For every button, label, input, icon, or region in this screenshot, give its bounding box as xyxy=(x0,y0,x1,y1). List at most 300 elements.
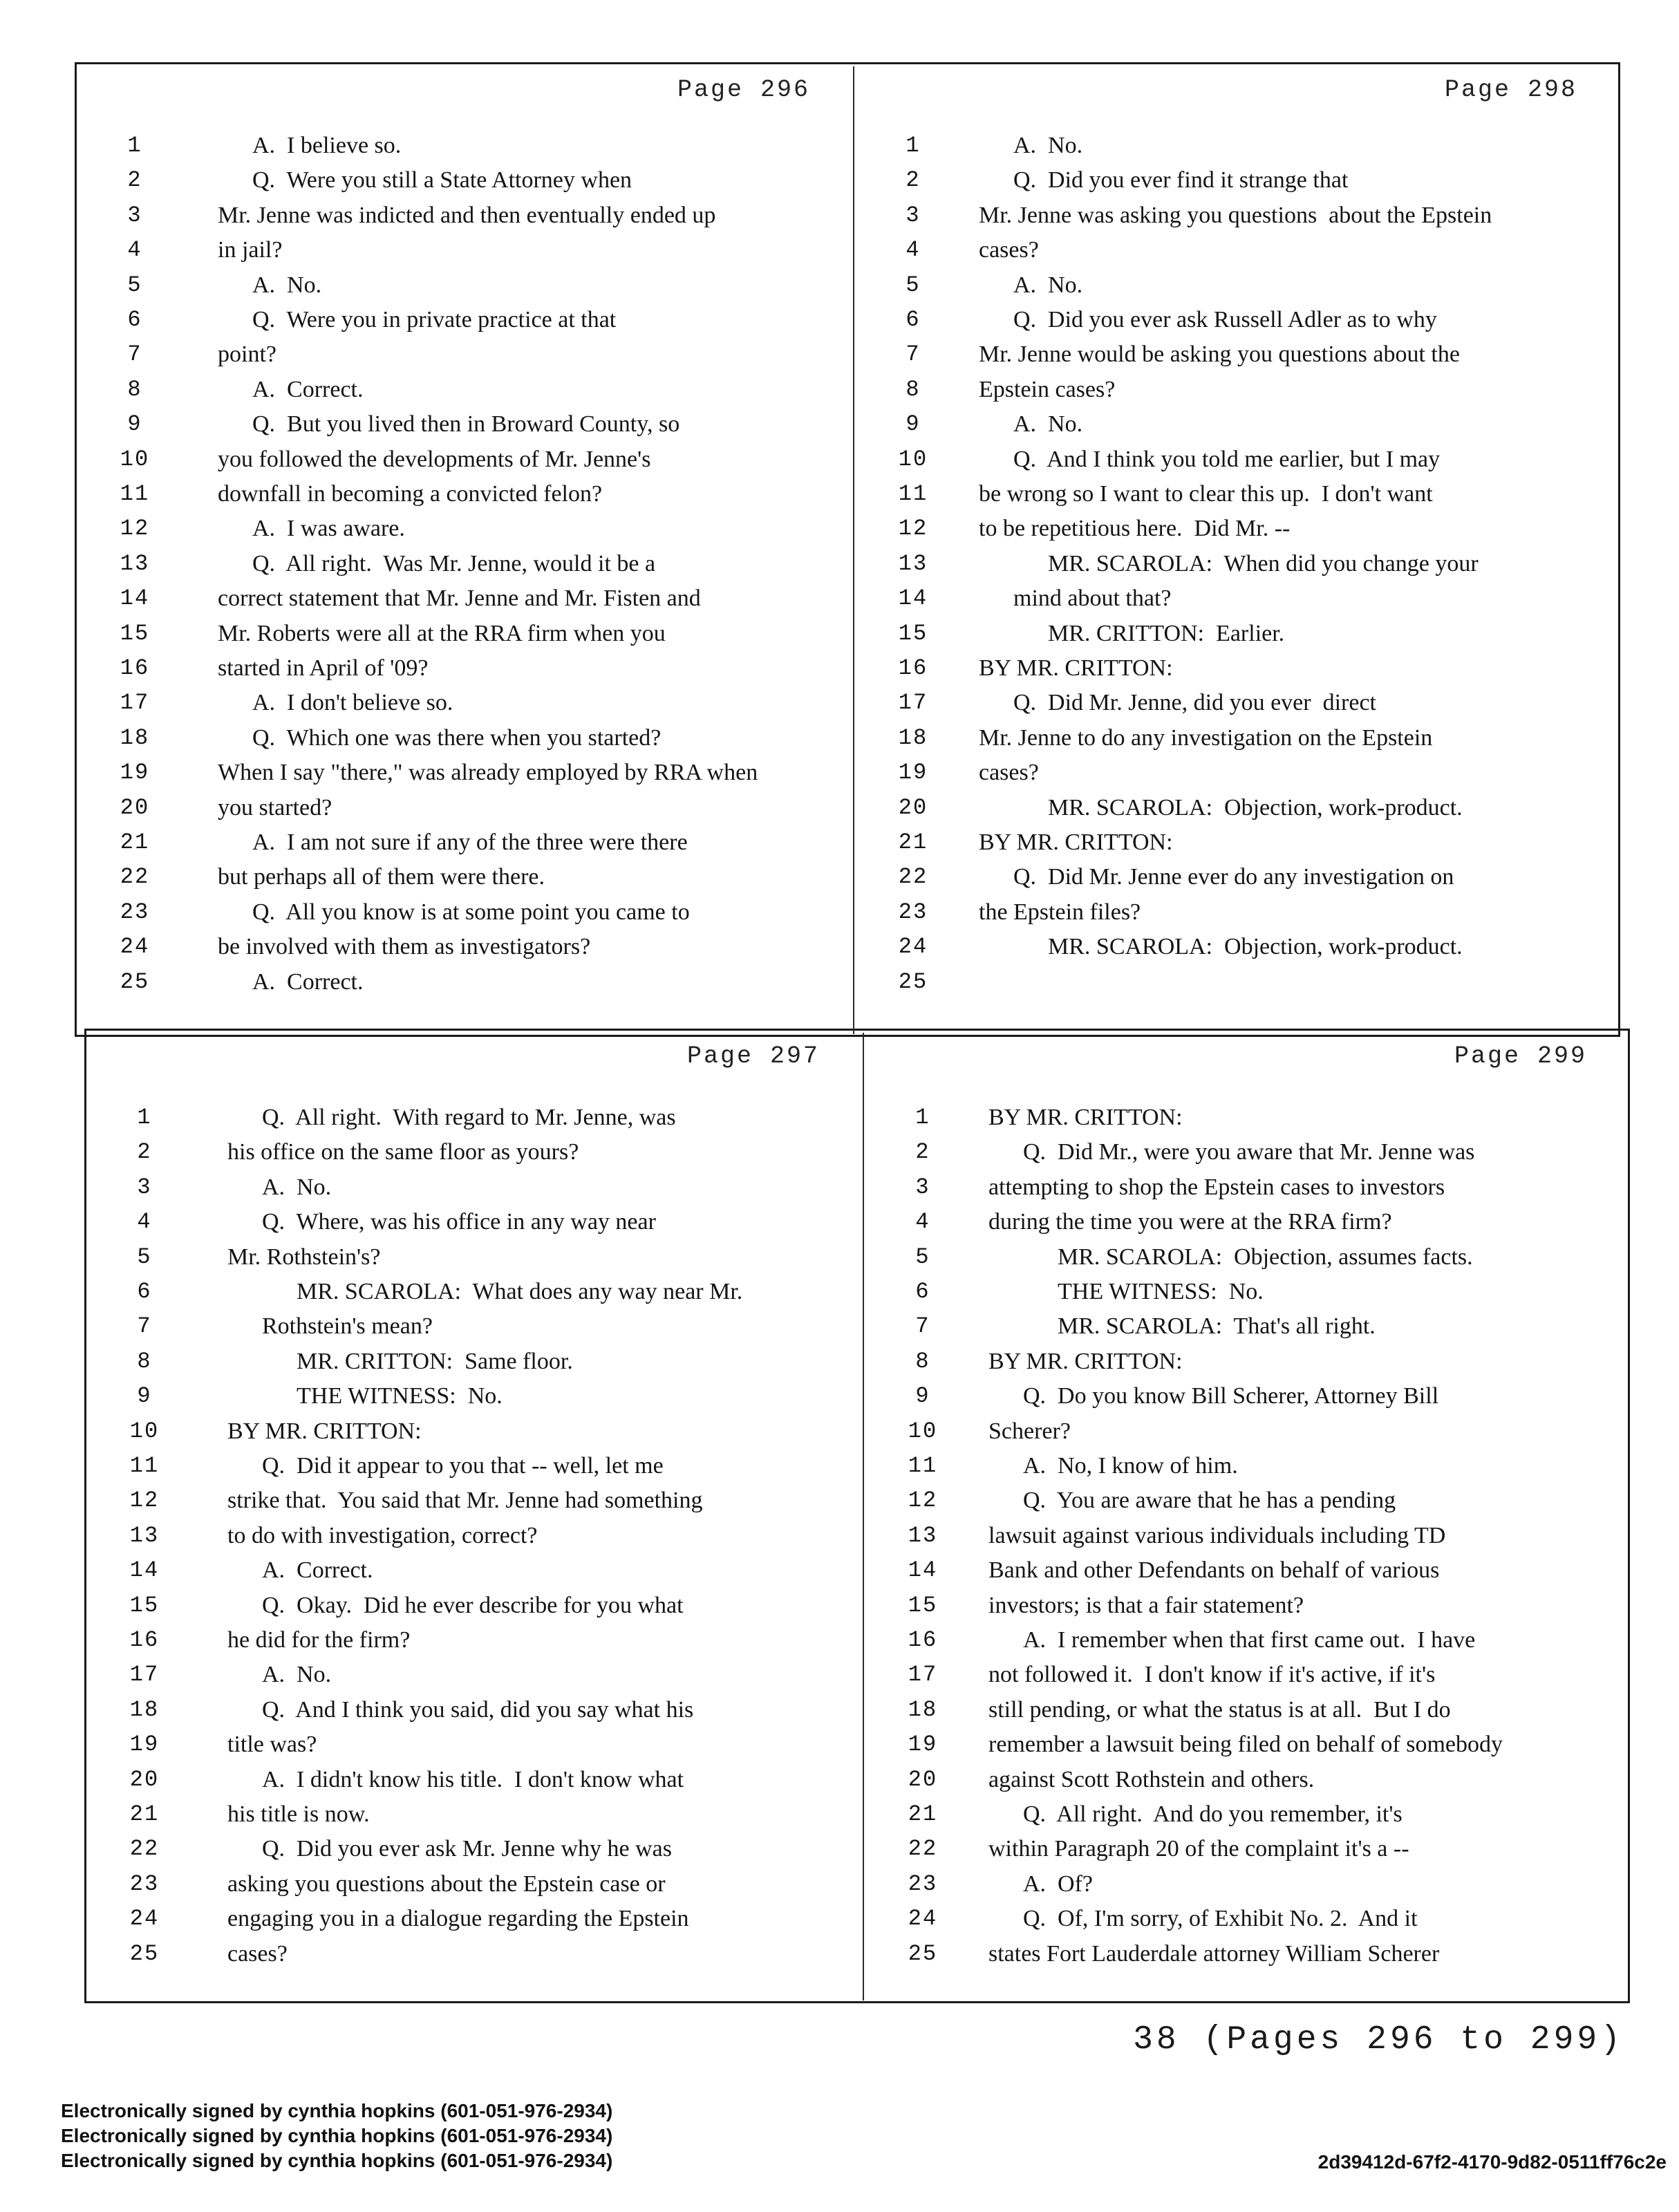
line-number: 16 xyxy=(898,655,928,681)
transcript-line xyxy=(854,756,1619,790)
transcript-line xyxy=(854,547,1619,581)
line-text: A. No. xyxy=(252,272,322,298)
line-number: 25 xyxy=(129,1940,160,1967)
transcript-page-297 xyxy=(86,1030,861,1998)
signature-line: Electronically signed by cynthia hopkins (601-051-976-2934) xyxy=(61,2125,613,2146)
transcript-line xyxy=(864,1623,1629,1658)
line-number: 15 xyxy=(898,620,928,646)
line-number: 14 xyxy=(908,1557,938,1584)
line-number: 7 xyxy=(127,341,142,368)
line-text: A. I don't believe so. xyxy=(252,690,453,716)
line-number: 3 xyxy=(906,202,921,228)
transcript-line xyxy=(864,1519,1629,1553)
line-number: 7 xyxy=(137,1313,152,1340)
line-number: 2 xyxy=(906,167,921,194)
transcript-line xyxy=(854,268,1619,303)
line-text: he did for the firm? xyxy=(227,1627,411,1653)
line-text: MR. SCAROLA: What does any way near Mr. xyxy=(297,1279,743,1304)
line-text: A. I didn't know his title. I don't know what xyxy=(262,1766,684,1792)
line-text: but perhaps all of them were there. xyxy=(218,864,545,890)
transcript-line xyxy=(864,1275,1629,1309)
transcript-line xyxy=(854,477,1619,512)
transcript-line xyxy=(864,1937,1629,1971)
line-number: 8 xyxy=(137,1348,152,1374)
line-number: 4 xyxy=(137,1209,152,1235)
line-text: Bank and other Defendants on behalf of various xyxy=(988,1557,1440,1584)
line-text: A. No, I know of him. xyxy=(1023,1453,1238,1479)
line-number: 18 xyxy=(898,724,928,751)
line-number: 17 xyxy=(129,1662,160,1688)
line-text: A. No. xyxy=(262,1662,332,1688)
transcript-line xyxy=(86,1867,861,1902)
transcript-line xyxy=(86,1170,861,1205)
line-text: A. No. xyxy=(1013,133,1083,158)
line-number: 20 xyxy=(898,794,928,821)
line-text: strike that. You said that Mr. Jenne had something xyxy=(227,1488,703,1514)
line-text: Q. And I think you told me earlier, but I may xyxy=(1013,446,1441,472)
line-number: 20 xyxy=(120,794,150,821)
line-number: 9 xyxy=(906,411,921,438)
line-text: A. Of? xyxy=(1023,1871,1094,1897)
page-number-header: Page 296 xyxy=(677,76,810,104)
transcript-line xyxy=(854,721,1619,756)
line-text: not followed it. I don't know if it's active, if it's xyxy=(988,1662,1436,1688)
line-text: during the time you were at the RRA firm? xyxy=(988,1209,1392,1235)
transcript-line xyxy=(76,163,852,198)
document-hash: 2d39412d-67f2-4170-9d82-0511ff76c2e xyxy=(1317,2151,1667,2173)
transcript-line xyxy=(864,1483,1629,1518)
transcript-line xyxy=(854,198,1619,233)
line-number: 10 xyxy=(898,446,928,472)
line-number: 13 xyxy=(898,550,928,577)
line-number: 6 xyxy=(127,307,142,332)
transcript-line xyxy=(864,1205,1629,1239)
line-text: A. Correct. xyxy=(262,1557,373,1584)
line-text: When I say "there," was already employed by RRA when xyxy=(218,760,758,786)
line-text: cases? xyxy=(979,237,1039,263)
signature-line: Electronically signed by cynthia hopkins (601-051-976-2934) xyxy=(61,2150,613,2171)
transcript-line xyxy=(86,1344,861,1379)
line-text: Q. All right. And do you remember, it's xyxy=(1023,1801,1403,1827)
line-number: 8 xyxy=(127,376,142,402)
line-number: 1 xyxy=(906,133,921,158)
transcript-line xyxy=(854,163,1619,198)
line-number: 19 xyxy=(120,760,150,786)
transcript-line xyxy=(76,303,852,337)
line-text: BY MR. CRITTON: xyxy=(979,655,1173,681)
line-text: you started? xyxy=(218,794,332,821)
line-text: Mr. Rothstein's? xyxy=(227,1244,381,1270)
transcript-line xyxy=(864,1902,1629,1936)
transcript-line xyxy=(854,825,1619,860)
line-text: Q. Where, was his office in any way near xyxy=(262,1209,656,1235)
line-number: 11 xyxy=(898,481,928,507)
line-text: investors; is that a fair statement? xyxy=(988,1592,1304,1618)
line-number: 7 xyxy=(906,341,921,368)
line-text: BY MR. CRITTON: xyxy=(979,830,1173,855)
transcript-line xyxy=(854,581,1619,616)
line-text: A. I remember when that first came out. I have xyxy=(1023,1627,1476,1653)
line-number: 22 xyxy=(129,1836,160,1862)
transcript-line xyxy=(864,1240,1629,1275)
transcript-line xyxy=(76,512,852,546)
line-number: 4 xyxy=(906,237,921,263)
transcript-line xyxy=(76,477,852,512)
transcript-line xyxy=(864,1553,1629,1588)
transcript-line xyxy=(76,791,852,825)
line-number: 11 xyxy=(129,1453,160,1479)
transcript-line xyxy=(864,1344,1629,1379)
line-text: Q. All right. With regard to Mr. Jenne, was xyxy=(262,1105,676,1130)
line-text: Q. Did Mr. Jenne, did you ever direct xyxy=(1013,690,1376,716)
line-number: 15 xyxy=(120,620,150,646)
line-text: A. Correct. xyxy=(252,376,364,402)
page-number-header: Page 297 xyxy=(686,1042,820,1070)
line-number: 20 xyxy=(129,1766,160,1792)
line-text: Q. Did Mr., were you aware that Mr. Jenne was xyxy=(1023,1139,1475,1165)
line-text: in jail? xyxy=(218,237,283,263)
transcript-line xyxy=(76,268,852,303)
line-text: Q. Of, I'm sorry, of Exhibit No. 2. And it xyxy=(1023,1906,1418,1932)
transcript-line xyxy=(854,337,1619,372)
line-number: 17 xyxy=(898,690,928,716)
line-number: 5 xyxy=(906,272,921,298)
line-number: 14 xyxy=(129,1557,160,1584)
transcript-line xyxy=(76,825,852,860)
line-text: A. No. xyxy=(262,1174,332,1200)
line-number: 3 xyxy=(915,1174,930,1200)
transcript-line xyxy=(864,1832,1629,1866)
transcript-line xyxy=(86,1902,861,1936)
line-text: asking you questions about the Epstein case or xyxy=(227,1871,666,1897)
transcript-line xyxy=(854,930,1619,964)
transcript-line xyxy=(854,651,1619,686)
transcript-line xyxy=(86,1832,861,1866)
line-number: 19 xyxy=(129,1732,160,1758)
line-text: Mr. Jenne was asking you questions about the Epstein xyxy=(979,202,1492,228)
line-text: be wrong so I want to clear this up. I don't want xyxy=(979,481,1433,507)
line-text: Epstein cases? xyxy=(979,376,1116,402)
transcript-line xyxy=(854,373,1619,407)
line-text: Q. Did you ever ask Russell Adler as to why xyxy=(1013,307,1437,332)
line-text: correct statement that Mr. Jenne and Mr. Fisten and xyxy=(218,585,701,612)
line-text: Q. Were you still a State Attorney when xyxy=(252,167,632,194)
line-text: to be repetitious here. Did Mr. -- xyxy=(979,516,1291,542)
line-text: MR. SCAROLA: That's all right. xyxy=(1058,1313,1376,1340)
transcript-line xyxy=(76,547,852,581)
line-text: the Epstein files? xyxy=(979,899,1141,925)
transcript-line xyxy=(864,1449,1629,1483)
transcript-line xyxy=(76,373,852,407)
line-number: 1 xyxy=(127,133,142,158)
line-text: against Scott Rothstein and others. xyxy=(988,1766,1315,1792)
line-number: 14 xyxy=(120,585,150,612)
transcript-line xyxy=(76,581,852,616)
line-text: lawsuit against various individuals including TD xyxy=(988,1522,1446,1548)
transcript-line xyxy=(76,617,852,651)
transcript-line xyxy=(76,860,852,894)
line-number: 9 xyxy=(137,1383,152,1409)
transcript-line xyxy=(864,1797,1629,1832)
line-number: 23 xyxy=(908,1871,938,1897)
line-text: Mr. Jenne was indicted and then eventually ended up xyxy=(218,202,716,228)
line-number: 10 xyxy=(120,446,150,472)
line-number: 24 xyxy=(908,1906,938,1932)
line-text: within Paragraph 20 of the complaint it's a -- xyxy=(988,1836,1409,1862)
line-text: THE WITNESS: No. xyxy=(297,1383,503,1409)
transcript-line xyxy=(86,1588,861,1623)
line-number: 8 xyxy=(915,1348,930,1374)
transcript-line xyxy=(76,198,852,233)
line-text: Q. Did Mr. Jenne ever do any investigation on xyxy=(1013,864,1454,890)
line-number: 12 xyxy=(120,516,150,542)
transcript-line xyxy=(76,129,852,163)
transcript-line xyxy=(76,337,852,372)
line-number: 12 xyxy=(898,516,928,542)
line-text: attempting to shop the Epstein cases to investors xyxy=(988,1174,1445,1200)
transcript-line xyxy=(86,1937,861,1971)
line-number: 3 xyxy=(137,1174,152,1200)
line-text: Q. And I think you said, did you say what his xyxy=(262,1696,694,1723)
line-number: 22 xyxy=(898,864,928,890)
line-number: 21 xyxy=(120,830,150,855)
line-number: 16 xyxy=(120,655,150,681)
transcript-line xyxy=(864,1588,1629,1623)
line-text: point? xyxy=(218,341,276,368)
transcript-line xyxy=(86,1205,861,1239)
line-number: 12 xyxy=(129,1488,160,1514)
line-text: Q. Were you in private practice at that xyxy=(252,307,617,332)
line-text: A. No. xyxy=(1013,272,1083,298)
line-text: BY MR. CRITTON: xyxy=(988,1348,1183,1374)
transcript-line xyxy=(864,1693,1629,1727)
transcript-line xyxy=(86,1658,861,1692)
transcript-line xyxy=(76,756,852,790)
line-number: 15 xyxy=(129,1592,160,1618)
line-text: Q. Did it appear to you that -- well, let me xyxy=(262,1453,664,1479)
transcript-line xyxy=(86,1763,861,1797)
line-text: A. I am not sure if any of the three were there xyxy=(252,830,688,855)
transcript-page-299 xyxy=(864,1030,1629,1998)
transcript-line xyxy=(854,965,1619,1000)
line-text: A. Correct. xyxy=(252,968,364,995)
line-text: title was? xyxy=(227,1732,317,1758)
transcript-line xyxy=(76,895,852,930)
line-number: 13 xyxy=(120,550,150,577)
line-number: 21 xyxy=(908,1801,938,1827)
line-number: 20 xyxy=(908,1766,938,1792)
line-number: 24 xyxy=(120,934,150,960)
transcript-line xyxy=(86,1275,861,1309)
line-text: Q. All you know is at some point you came to xyxy=(252,899,690,925)
line-number: 22 xyxy=(908,1836,938,1862)
transcript-line xyxy=(854,860,1619,894)
transcript-line xyxy=(854,617,1619,651)
line-number: 3 xyxy=(127,202,142,228)
line-text: you followed the developments of Mr. Jenne's xyxy=(218,446,651,472)
line-text: cases? xyxy=(979,760,1039,786)
line-text: A. No. xyxy=(1013,411,1083,438)
line-number: 6 xyxy=(906,307,921,332)
line-number: 16 xyxy=(129,1627,160,1653)
transcript-line xyxy=(76,233,852,268)
transcript-line xyxy=(864,1867,1629,1902)
transcript-line xyxy=(864,1414,1629,1449)
transcript-line xyxy=(86,1309,861,1344)
transcript-line xyxy=(86,1483,861,1518)
line-number: 25 xyxy=(898,968,928,995)
line-text: cases? xyxy=(227,1940,288,1967)
line-text: Q. Did you ever find it strange that xyxy=(1013,167,1349,194)
line-text: MR. SCAROLA: When did you change your xyxy=(1048,550,1479,577)
line-text: to do with investigation, correct? xyxy=(227,1522,538,1548)
line-text: BY MR. CRITTON: xyxy=(988,1105,1183,1130)
line-number: 2 xyxy=(915,1139,930,1165)
line-number: 4 xyxy=(127,237,142,263)
transcript-line xyxy=(854,303,1619,337)
transcript-line xyxy=(76,930,852,964)
transcript-line xyxy=(854,407,1619,442)
line-text: Mr. Roberts were all at the RRA firm when you xyxy=(218,620,666,646)
line-text: Q. Which one was there when you started? xyxy=(252,724,662,751)
line-number: 6 xyxy=(915,1279,930,1304)
line-text: Scherer? xyxy=(988,1418,1071,1444)
transcript-line xyxy=(864,1100,1629,1135)
transcript-line xyxy=(864,1658,1629,1692)
line-text: MR. SCAROLA: Objection, work-product. xyxy=(1048,934,1463,960)
line-text: MR. CRITTON: Earlier. xyxy=(1048,620,1285,646)
line-number: 17 xyxy=(120,690,150,716)
transcript-page-296 xyxy=(76,64,852,1031)
line-number: 5 xyxy=(915,1244,930,1270)
transcript-line xyxy=(864,1727,1629,1762)
transcript-page-298 xyxy=(854,64,1619,1031)
line-number: 13 xyxy=(129,1522,160,1548)
transcript-line xyxy=(854,791,1619,825)
line-number: 24 xyxy=(898,934,928,960)
line-number: 11 xyxy=(120,481,150,507)
line-number: 23 xyxy=(120,899,150,925)
line-text: Q. You are aware that he has a pending xyxy=(1023,1488,1396,1514)
line-number: 17 xyxy=(908,1662,938,1688)
transcript-line xyxy=(86,1414,861,1449)
line-number: 1 xyxy=(137,1105,152,1130)
transcript-line xyxy=(854,233,1619,268)
line-number: 16 xyxy=(908,1627,938,1653)
page-number-header: Page 299 xyxy=(1454,1042,1587,1070)
transcript-line xyxy=(76,686,852,720)
line-number: 15 xyxy=(908,1592,938,1618)
transcript-line xyxy=(76,407,852,442)
line-number: 21 xyxy=(129,1801,160,1827)
line-text: downfall in becoming a convicted felon? xyxy=(218,481,603,507)
page-range-footer: 38 (Pages 296 to 299) xyxy=(1133,2021,1624,2059)
line-text: BY MR. CRITTON: xyxy=(227,1418,422,1444)
line-number: 14 xyxy=(898,585,928,612)
line-text: his office on the same floor as yours? xyxy=(227,1139,579,1165)
line-number: 24 xyxy=(129,1906,160,1932)
line-text: still pending, or what the status is at all. But I do xyxy=(988,1696,1451,1723)
page-number-header: Page 298 xyxy=(1444,76,1577,104)
transcript-line xyxy=(864,1763,1629,1797)
transcript-line xyxy=(864,1135,1629,1170)
line-text: Q. Did you ever ask Mr. Jenne why he was xyxy=(262,1836,672,1862)
line-number: 23 xyxy=(129,1871,160,1897)
transcript-line xyxy=(86,1727,861,1762)
line-text: Q. All right. Was Mr. Jenne, would it be a xyxy=(252,550,656,577)
transcript-line xyxy=(864,1309,1629,1344)
line-text: MR. SCAROLA: Objection, work-product. xyxy=(1048,794,1463,821)
line-number: 25 xyxy=(908,1940,938,1967)
line-number: 4 xyxy=(915,1209,930,1235)
line-number: 22 xyxy=(120,864,150,890)
line-text: MR. CRITTON: Same floor. xyxy=(297,1348,573,1374)
line-number: 23 xyxy=(898,899,928,925)
line-number: 6 xyxy=(137,1279,152,1304)
transcript-line xyxy=(76,442,852,477)
transcript-line xyxy=(86,1449,861,1483)
line-number: 13 xyxy=(908,1522,938,1548)
line-number: 18 xyxy=(120,724,150,751)
transcript-line xyxy=(76,651,852,686)
line-number: 10 xyxy=(908,1418,938,1444)
transcript-line xyxy=(854,129,1619,163)
line-number: 25 xyxy=(120,968,150,995)
transcript-line xyxy=(86,1379,861,1414)
line-text: remember a lawsuit being filed on behalf of somebody xyxy=(988,1732,1503,1758)
line-text: started in April of '09? xyxy=(218,655,429,681)
line-number: 7 xyxy=(915,1313,930,1340)
line-number: 18 xyxy=(129,1696,160,1723)
line-text: A. I believe so. xyxy=(252,133,402,158)
line-text: Rothstein's mean? xyxy=(262,1313,433,1340)
transcript-line xyxy=(86,1553,861,1588)
line-text: MR. SCAROLA: Objection, assumes facts. xyxy=(1058,1244,1473,1270)
transcript-line xyxy=(86,1623,861,1658)
line-number: 19 xyxy=(908,1732,938,1758)
line-number: 9 xyxy=(127,411,142,438)
line-number: 21 xyxy=(898,830,928,855)
line-number: 9 xyxy=(915,1383,930,1409)
line-text: Q. Do you know Bill Scherer, Attorney Bill xyxy=(1023,1383,1439,1409)
transcript-line xyxy=(854,686,1619,720)
line-text: Q. But you lived then in Broward County, so xyxy=(252,411,680,438)
line-number: 5 xyxy=(127,272,142,298)
transcript-line xyxy=(86,1693,861,1727)
line-number: 5 xyxy=(137,1244,152,1270)
line-text: A. I was aware. xyxy=(252,516,405,542)
line-text: his title is now. xyxy=(227,1801,370,1827)
line-text: Mr. Jenne would be asking you questions about the xyxy=(979,341,1460,368)
line-text: states Fort Lauderdale attorney William Scherer xyxy=(988,1940,1440,1967)
line-number: 8 xyxy=(906,376,921,402)
transcript-line xyxy=(854,442,1619,477)
transcript-line xyxy=(76,965,852,1000)
line-number: 10 xyxy=(129,1418,160,1444)
transcript-line xyxy=(86,1240,861,1275)
line-number: 12 xyxy=(908,1488,938,1514)
transcript-line xyxy=(76,721,852,756)
transcript-line xyxy=(86,1797,861,1832)
transcript-line xyxy=(854,895,1619,930)
transcript-line xyxy=(864,1170,1629,1205)
line-text: Q. Okay. Did he ever describe for you what xyxy=(262,1592,684,1618)
line-number: 19 xyxy=(898,760,928,786)
transcript-line xyxy=(864,1379,1629,1414)
line-text: be involved with them as investigators? xyxy=(218,934,591,960)
line-text: THE WITNESS: No. xyxy=(1058,1279,1264,1304)
line-number: 18 xyxy=(908,1696,938,1723)
